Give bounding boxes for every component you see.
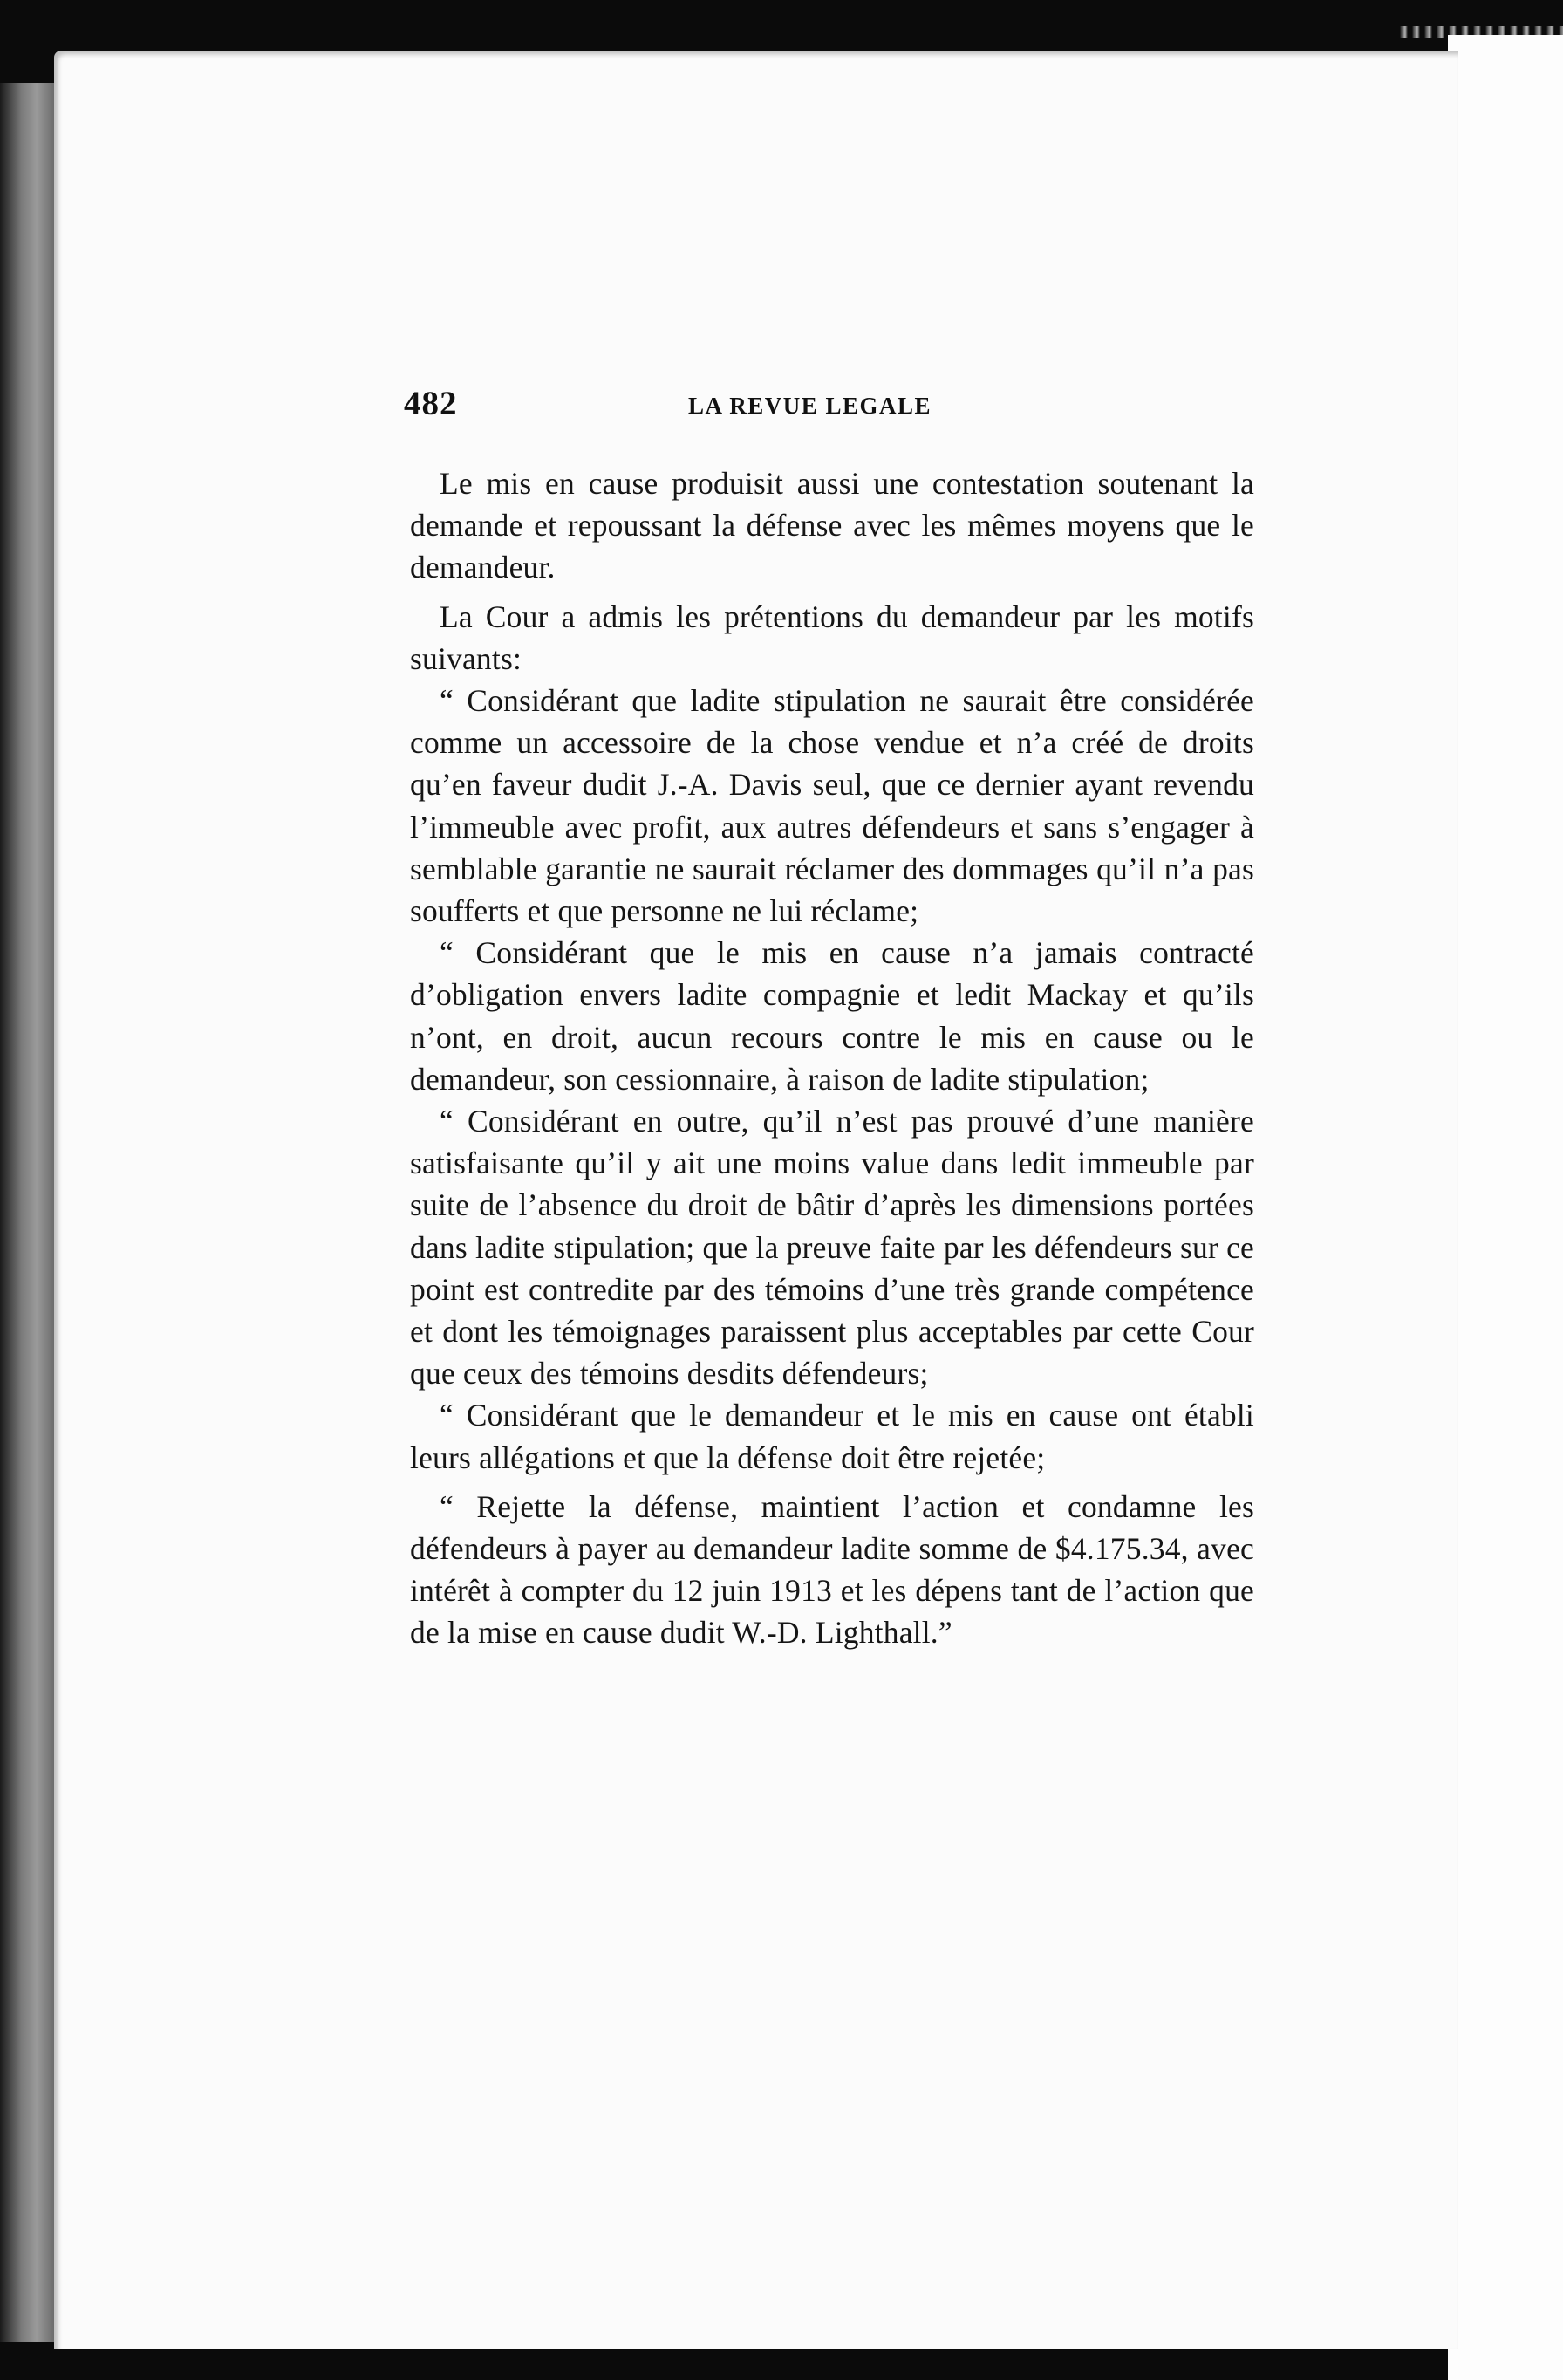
body-text [410,462,1254,1661]
book-spine-edge [0,83,61,2342]
running-title: LA REVUE LEGALE [688,393,932,419]
paragraph-considerant-allegations: “ Considérant que le demandeur et le mis en cause ont établi leurs allégations et que la défense doit être rejetée; [410,1398,1254,1475]
paragraph-judgment: “ Rejette la défense, maintient l’action et condamne les défendeurs à payer au demandeur ladite somme de $4.175.34, avec intérêt à compter du 12 juin 1913 et les dépens tant de l’action que de la mise en cause dudit W.-D. Lighthall.” [410,1488,1254,1651]
paragraph-considerant-preuve: “ Considérant en outre, qu’il n’est pas prouvé d’une manière satisfaisante qu’il y ait une moins value dans ledit immeuble par suite de l’absence du droit de bâtir d’après les dimensions portées dans ladite stipulation; que la preuve faite par les défendeurs sur ce point est contredite par des témoins d’une très grande compétence et dont les témoignages paraissent plus acceptables par cette Cour que ceux des témoins desdits défendeurs; [410,1104,1254,1392]
page-number: 482 [404,385,458,422]
adjacent-page [1448,35,1563,2380]
paragraph-considerant-obligation: “ Considérant que le mis en cause n’a jamais contracté d’obligation envers ladite compagnie et ledit Mackay et qu’ils n’ont, en droit, aucun recours contre le mis en cause ou le demandeur, son cessionnaire, à raison de ladite stipulation; [410,935,1254,1097]
paragraph-considerant-stipulation: “ Considérant que ladite stipulation ne saurait être considérée comme un accessoire de la chose vendue et n’a créé de droits qu’en faveur dudit J.-A. Davis seul, que ce dernier ayant revendu l’immeuble avec profit, aux autres défendeurs et sans s’engager à semblable garantie ne saurait réclamer des dommages qu’il n’a pas soufferts et que personne ne lui réclame; [410,683,1254,929]
page-header [404,384,1263,436]
paragraph-court-motives: La Cour a admis les prétentions du demandeur par les motifs suivants: [410,598,1254,676]
paragraph-intervention: Le mis en cause produisit aussi une contestation soutenant la demande et repoussant la défense avec les mêmes moyens que le demandeur. [410,466,1254,585]
